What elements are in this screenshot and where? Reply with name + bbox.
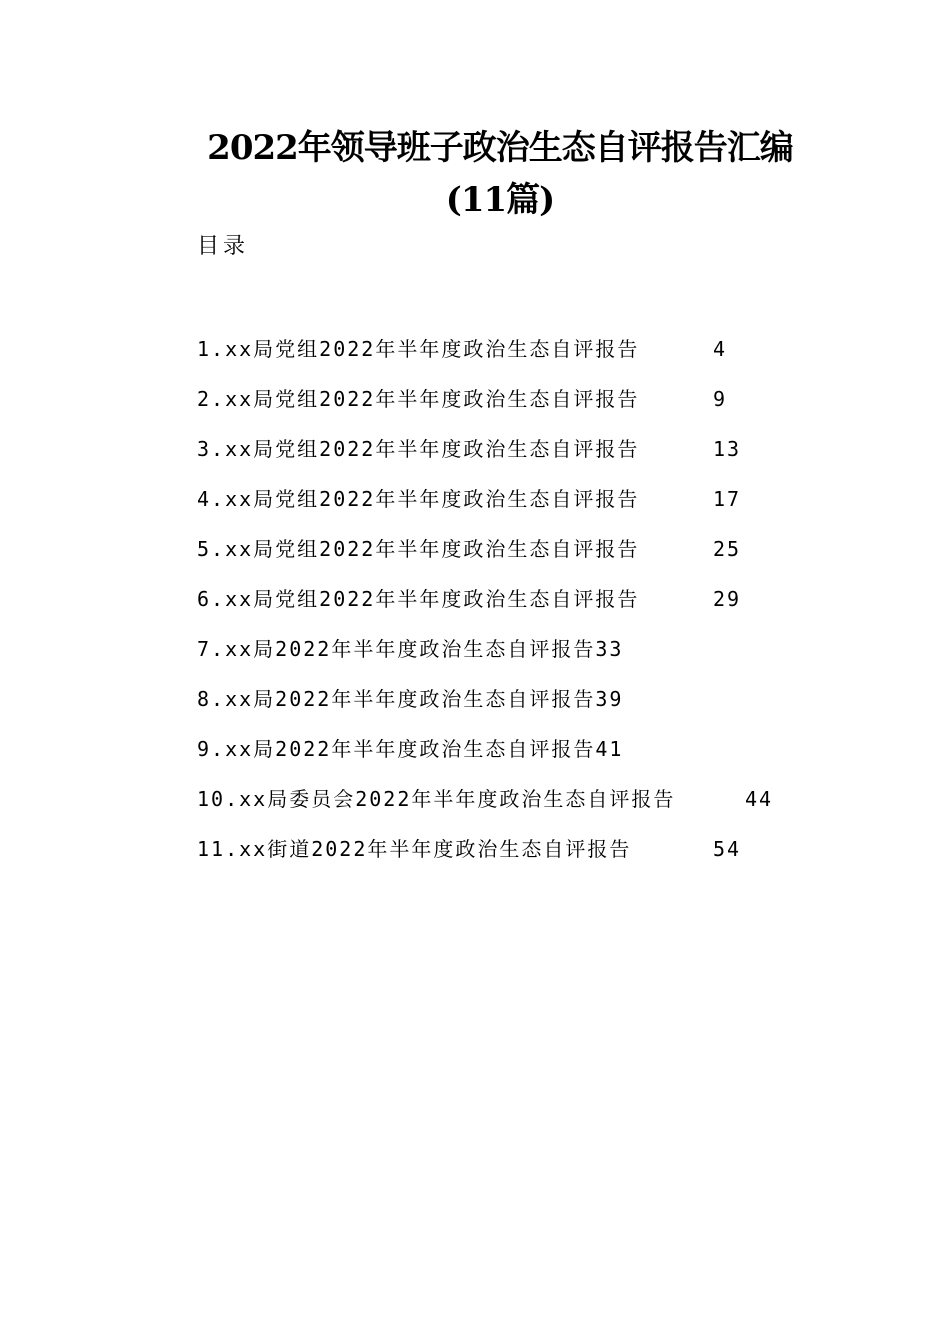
document-title: 2022年领导班子政治生态自评报告汇编 <box>207 128 793 168</box>
toc-entry-page: 41 <box>595 737 624 761</box>
toc-entry-title: 10.xx局委员会2022年半年度政治生态自评报告 <box>197 787 676 811</box>
toc-entry-title: 6.xx局党组2022年半年度政治生态自评报告 <box>197 587 640 611</box>
toc-entry-page: 39 <box>595 687 624 711</box>
toc-entry-page: 9 <box>713 387 728 411</box>
toc-entry-page: 17 <box>713 487 742 511</box>
toc-entry-title: 3.xx局党组2022年半年度政治生态自评报告 <box>197 437 640 461</box>
table-of-contents <box>197 333 837 883</box>
toc-entry-title: 9.xx局2022年半年度政治生态自评报告 <box>197 737 596 761</box>
toc-entry[interactable] <box>197 483 837 533</box>
toc-entry-title: 7.xx局2022年半年度政治生态自评报告 <box>197 637 596 661</box>
toc-entry-page: 4 <box>713 337 728 361</box>
toc-entry-page: 33 <box>595 637 624 661</box>
toc-entry[interactable] <box>197 333 837 383</box>
toc-entry-page: 25 <box>713 537 742 561</box>
toc-entry-title: 2.xx局党组2022年半年度政治生态自评报告 <box>197 387 640 411</box>
toc-entry-title: 11.xx街道2022年半年度政治生态自评报告 <box>197 837 632 861</box>
toc-entry-page: 13 <box>713 437 742 461</box>
toc-entry-page: 29 <box>713 587 742 611</box>
toc-entry[interactable] <box>197 833 837 883</box>
toc-entry-page: 44 <box>745 787 774 811</box>
toc-entry-title: 5.xx局党组2022年半年度政治生态自评报告 <box>197 537 640 561</box>
toc-entry[interactable] <box>197 783 837 833</box>
toc-entry-page: 54 <box>713 837 742 861</box>
toc-heading: 目录 <box>197 234 250 259</box>
toc-entry[interactable] <box>197 633 837 683</box>
toc-entry[interactable] <box>197 733 837 783</box>
toc-entry-title: 8.xx局2022年半年度政治生态自评报告 <box>197 687 596 711</box>
toc-entry[interactable] <box>197 433 837 483</box>
toc-entry[interactable] <box>197 533 837 583</box>
toc-entry[interactable] <box>197 583 837 633</box>
document-subtitle: (11篇) <box>445 180 555 220</box>
toc-entry-title: 1.xx局党组2022年半年度政治生态自评报告 <box>197 337 640 361</box>
toc-entry[interactable] <box>197 383 837 433</box>
toc-entry[interactable] <box>197 683 837 733</box>
toc-entry-title: 4.xx局党组2022年半年度政治生态自评报告 <box>197 487 640 511</box>
